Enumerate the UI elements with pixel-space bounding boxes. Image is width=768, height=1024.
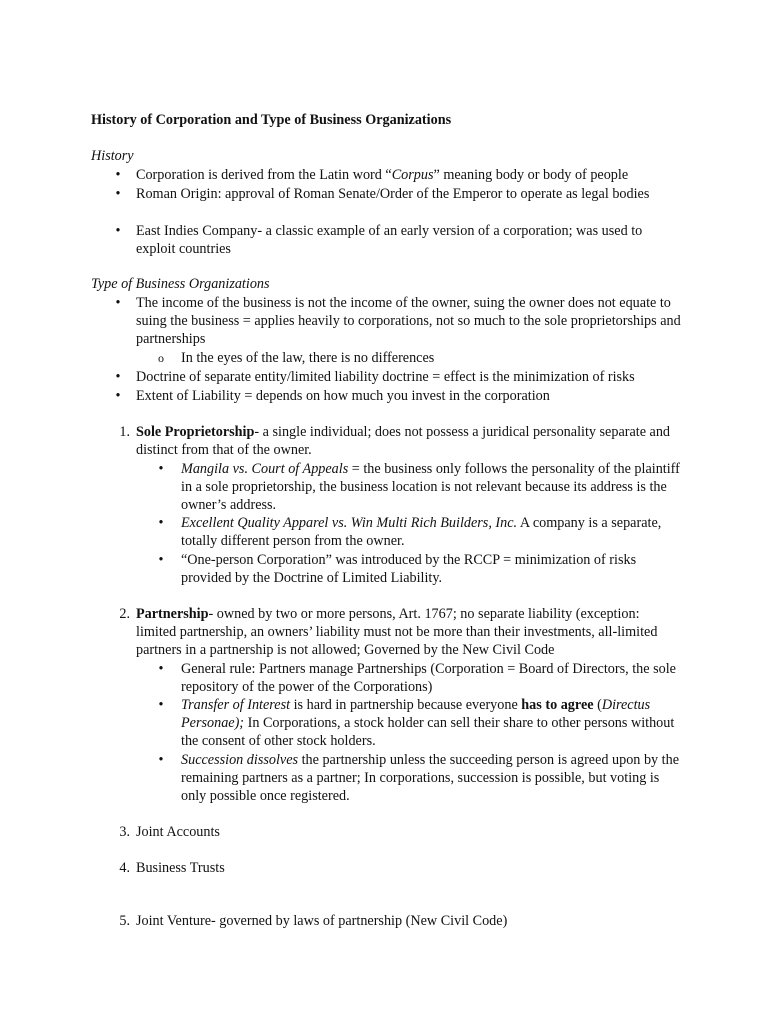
- partnership-sub-item-1: General rule: Partners manage Partnerships (Corporation = Board of Directors, the sole repository of the power of the Corporations): [181, 661, 676, 696]
- history-item-2: Roman Origin: approval of Roman Senate/Order of the Emperor to operate as legal bodies: [136, 186, 650, 202]
- list-number: 5.: [119, 913, 130, 929]
- bullet-marker: •: [158, 661, 164, 677]
- bullet-marker: •: [158, 515, 164, 531]
- bullet-marker: •: [158, 461, 164, 477]
- partnership-sub-item-2: Transfer of Interest is hard in partnership because everyone has to agree (Directus Personae); In Corporations, a stock holder can sell their share to other persons without the consent of other stock holders.: [181, 697, 675, 750]
- types-heading: Type of Business Organizations: [91, 276, 270, 292]
- sole-sub-item-1: Mangila vs. Court of Appeals = the business only follows the personality of the plaintiff in a sole proprietorship, the business location is not relevant because its address is the owner’s address.: [181, 461, 680, 514]
- sole-sub-item-2: Excellent Quality Apparel vs. Win Multi Rich Builders, Inc. A company is a separate, totally different person from the owner.: [181, 515, 662, 550]
- bullet-marker: •: [115, 223, 121, 239]
- sub-bullet-marker: o: [158, 351, 164, 365]
- bullet-marker: •: [158, 697, 164, 713]
- sole-proprietorship-item: Sole Proprietorship- a single individual; does not possess a juridical personality separate and distinct from that of the owner.: [136, 424, 671, 459]
- list-number: 2.: [119, 606, 130, 622]
- types-item-1: The income of the business is not the income of the owner, suing the owner does not equate to suing the business = applies heavily to corporations, not so much to the sole proprietorships and partnerships: [136, 295, 681, 348]
- bullet-marker: •: [115, 388, 121, 404]
- list-number: 1.: [119, 424, 130, 440]
- bullet-marker: •: [115, 167, 121, 183]
- bullet-marker: •: [158, 552, 164, 568]
- bullet-marker: •: [158, 752, 164, 768]
- sole-sub-item-3: “One-person Corporation” was introduced by the RCCP = minimization of risks provided by the Doctrine of Limited Liability.: [181, 552, 637, 587]
- history-item-3: East Indies Company- a classic example of an early version of a corporation; was used to exploit countries: [136, 223, 643, 258]
- joint-venture-item: Joint Venture- governed by laws of partnership (New Civil Code): [136, 913, 508, 929]
- bullet-marker: •: [115, 369, 121, 385]
- partnership-item: Partnership- owned by two or more persons, Art. 1767; no separate liability (exception: limited partnership, an owners’ liability must not be more than their investments, all-limited partners in a partnership is not allowed; Governed by the New Civil Code: [136, 606, 658, 659]
- types-item-3: Extent of Liability = depends on how much you invest in the corporation: [136, 388, 550, 404]
- types-sub-item: In the eyes of the law, there is no differences: [181, 350, 435, 366]
- history-item-1: Corporation is derived from the Latin word “Corpus” meaning body or body of people: [136, 167, 629, 183]
- history-heading: History: [91, 148, 134, 164]
- document-title: History of Corporation and Type of Business Organizations: [91, 112, 452, 128]
- bullet-marker: •: [115, 186, 121, 202]
- types-item-2: Doctrine of separate entity/limited liability doctrine = effect is the minimization of risks: [136, 369, 635, 385]
- list-number: 4.: [119, 860, 130, 876]
- business-trusts-item: Business Trusts: [136, 860, 225, 876]
- partnership-sub-item-3: Succession dissolves the partnership unless the succeeding person is agreed upon by the remaining partners as a partner; In corporations, succession is possible, but voting is only possible once registered.: [181, 752, 680, 805]
- bullet-marker: •: [115, 295, 121, 311]
- list-number: 3.: [119, 824, 130, 840]
- joint-accounts-item: Joint Accounts: [136, 824, 220, 840]
